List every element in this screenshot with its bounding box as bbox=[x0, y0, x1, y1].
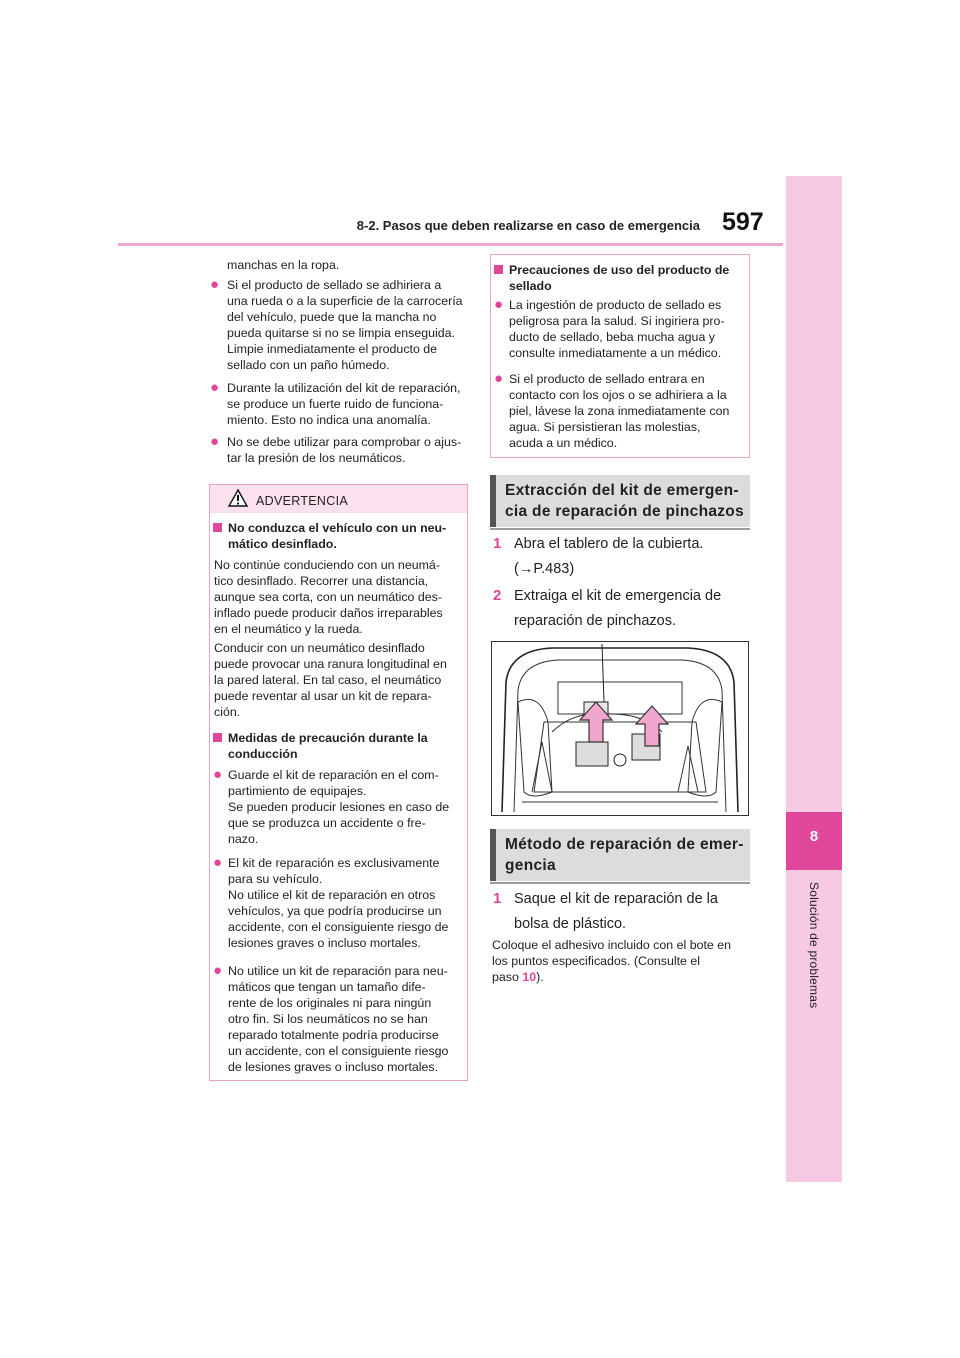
warning-subhead-1: No conduzca el vehículo con un neu- mático desinflado. bbox=[228, 521, 447, 551]
bullet-icon: ● bbox=[210, 276, 220, 293]
step-text: Abra el tablero de la cubierta. (→P.483) bbox=[514, 536, 704, 577]
step-reference: 10 bbox=[522, 970, 537, 984]
warning-bullet-2: El kit de reparación es exclusivamente para su vehículo. No utilice el kit de reparación en otros vehículos, ya que podría producirse un accidente, con el consiguiente riesgo de lesiones graves o incluso mortales. bbox=[228, 856, 449, 950]
warning-subhead-2: Medidas de precaución durante la conducción bbox=[228, 731, 428, 761]
page-number: 597 bbox=[722, 208, 764, 236]
section-heading-extraction: Extracción del kit de emergen- cia de reparación de pinchazos bbox=[490, 475, 750, 527]
bullet-text-3: No se debe utilizar para comprobar o ajus- tar la presión de los neumáticos. bbox=[227, 435, 462, 465]
arrow-up-icon bbox=[634, 704, 670, 748]
warning-triangle-icon bbox=[228, 489, 248, 507]
chapter-number: 8 bbox=[809, 828, 819, 845]
warning-bullet-1: Guarde el kit de reparación en el com- partimiento de equipajes. Se pueden producir lesiones en caso de que se produzca un accidente o fre- nazo. bbox=[228, 768, 450, 846]
bullet-icon: ● bbox=[210, 379, 220, 396]
square-bullet-icon bbox=[494, 265, 503, 274]
precautions-bullet-1: La ingestión de producto de sellado es peligrosa para la salud. Si ingiriera pro- ducto de sellado, beba mucha agua y consulte inmediatamente a un médico. bbox=[509, 298, 725, 360]
header-rule bbox=[118, 243, 783, 246]
section-heading-repair-method: Método de reparación de emer- gencia bbox=[490, 829, 750, 881]
step-number: 1 bbox=[493, 535, 502, 552]
step-text: Extraiga el kit de emergencia de reparación de pinchazos. bbox=[514, 588, 722, 629]
warning-bullet-3: No utilice un kit de reparación para neu- máticos que tengan un tamaño dife- rente de los originales ni para ningún otro fin. Si los neumáticos no se han reparado totalmente podría producirse un accidente, con el consiguiente riesgo de lesiones graves o incluso mortales. bbox=[228, 964, 449, 1074]
chapter-label: Solución de problemas bbox=[807, 882, 821, 1009]
trunk-drawing bbox=[492, 642, 748, 815]
bullet-icon: ● bbox=[210, 433, 220, 450]
bullet-icon: ● bbox=[213, 962, 223, 979]
warning-paragraph-1: No continúe conduciendo con un neumá- tico desinflado. Recorrer una distancia, aunque sea corta, con un neumático des- inflado puede producir daños irreparables en el neumático y la rueda. bbox=[214, 558, 443, 636]
note-text: Coloque el adhesivo incluido con el bote en los puntos especificados. (Consulte el paso 10). bbox=[492, 938, 732, 984]
arrow-up-icon bbox=[578, 700, 614, 744]
bullet-icon: ● bbox=[494, 370, 504, 387]
bullet-text-1: Si el producto de sellado se adhiriera a una rueda o a la superficie de la carrocería del vehículo, puede que la mancha no pueda quitarse si no se limpia enseguida. Limpie inmediatamente el producto de sellado con un paño húmedo. bbox=[227, 278, 463, 372]
bullet-icon: ● bbox=[494, 296, 504, 313]
continued-line: manchas en la ropa. bbox=[227, 258, 340, 272]
trunk-illustration bbox=[491, 641, 749, 816]
bullet-icon: ● bbox=[213, 854, 223, 871]
step-text: Saque el kit de reparación de la bolsa de plástico. bbox=[514, 891, 718, 932]
bullet-icon: ● bbox=[213, 766, 223, 783]
precautions-heading: Precauciones de uso del producto de sellado bbox=[509, 263, 730, 293]
warning-title: ADVERTENCIA bbox=[256, 494, 348, 508]
square-bullet-icon bbox=[213, 733, 222, 742]
step-number: 1 bbox=[493, 890, 502, 907]
step-number: 2 bbox=[493, 587, 502, 604]
bullet-text-2: Durante la utilización del kit de reparación, se produce un fuerte ruido de funciona- miento. Esto no indica una anomalía. bbox=[227, 381, 461, 427]
warning-paragraph-2: Conducir con un neumático desinflado puede provocar una ranura longitudinal en la pared lateral. En tal caso, el neumático puede reventar al usar un kit de repara- ción. bbox=[214, 641, 447, 719]
square-bullet-icon bbox=[213, 523, 222, 532]
running-header: 8-2. Pasos que deben realizarse en caso de emergencia bbox=[356, 218, 700, 233]
precautions-bullet-2: Si el producto de sellado entrara en contacto con los ojos o se adhiriera a la piel, lávese la zona inmediatamente con agua. Si persistieran las molestias, acuda a un médico. bbox=[509, 372, 730, 450]
